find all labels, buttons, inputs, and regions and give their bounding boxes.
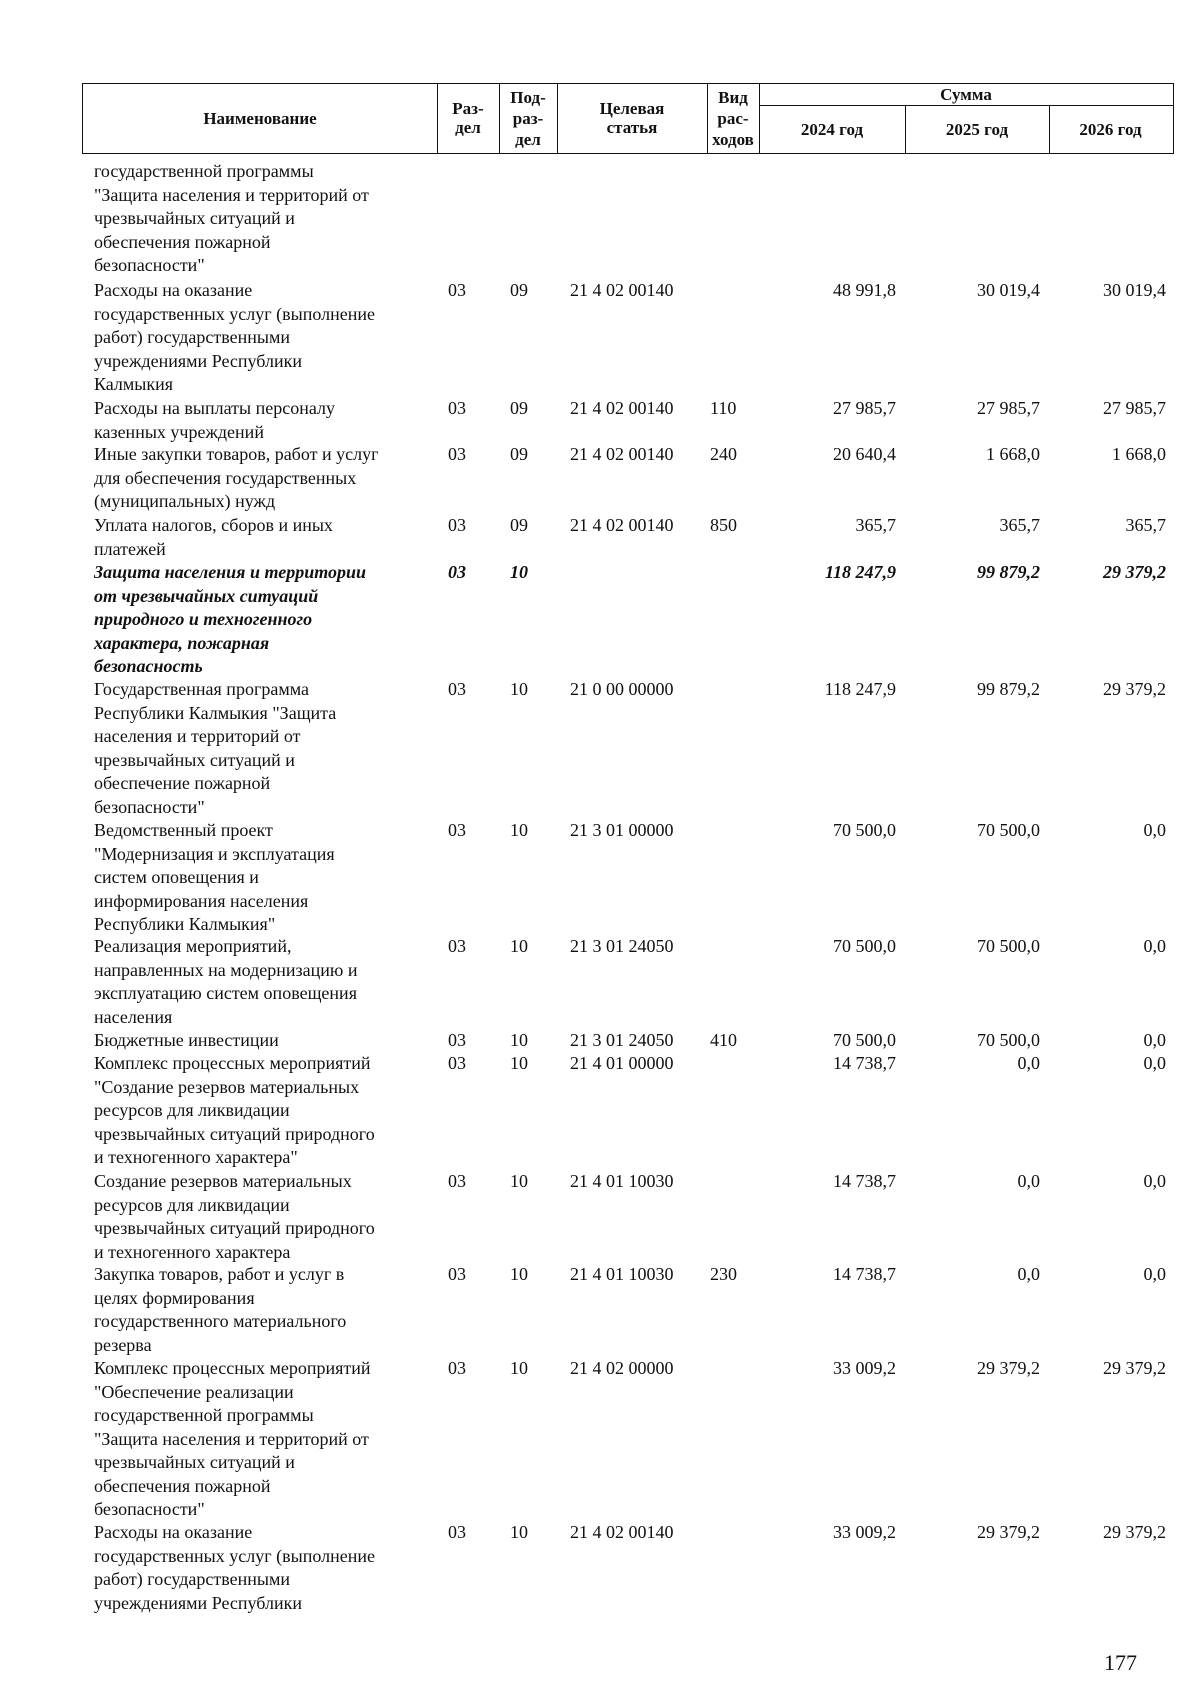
row-name-line: чрезвычайных ситуаций природного bbox=[94, 1218, 375, 1238]
row-name-line: и техногенного характера" bbox=[94, 1147, 298, 1167]
row-amount-2024: 70 500,0 bbox=[833, 936, 896, 956]
row-name-line: направленных на модернизацию и bbox=[94, 959, 358, 980]
header-tselevaya-line: Целевая bbox=[599, 99, 665, 118]
row-razdel: 03 bbox=[448, 398, 466, 418]
row-podrazdel: 10 bbox=[510, 679, 528, 699]
header-podrazdel-line: раз- bbox=[512, 108, 544, 128]
row-amount-2024: 70 500,0 bbox=[833, 820, 896, 840]
row-vid: 240 bbox=[710, 444, 737, 464]
row-amount-2024: 27 985,7 bbox=[833, 398, 896, 418]
header-podrazdel-line: Под- bbox=[510, 87, 546, 107]
row-amount-2026: 29 379,2 bbox=[1103, 1522, 1166, 1542]
row-podrazdel: 10 bbox=[510, 820, 528, 840]
row-amount-2025: 29 379,2 bbox=[977, 1358, 1040, 1378]
row-name-line: учреждениями Республики bbox=[94, 350, 302, 371]
row-podrazdel: 10 bbox=[510, 1264, 528, 1284]
row-target: 21 3 01 24050 bbox=[570, 936, 674, 956]
row-name-line: учреждениями Республики bbox=[94, 1592, 302, 1613]
row-name-line: безопасность bbox=[94, 656, 203, 676]
row-name-line: "Защита населения и территорий от bbox=[94, 1428, 369, 1449]
row-name-line: Комплекс процессных мероприятий bbox=[94, 1053, 371, 1073]
header-year-label: 2024 год bbox=[800, 120, 864, 139]
row-name-line: безопасности" bbox=[94, 255, 205, 275]
row-amount-2024: 14 738,7 bbox=[833, 1171, 896, 1191]
header-razdel-line: Раз- bbox=[452, 99, 484, 118]
row-amount-2024: 14 738,7 bbox=[833, 1053, 896, 1073]
row-name-line: Республики Калмыкия "Защита bbox=[94, 702, 337, 723]
row-podrazdel: 10 bbox=[510, 1358, 528, 1378]
row-name-line: характера, пожарная bbox=[94, 632, 270, 653]
row-name-line: Защита населения и территории bbox=[94, 562, 367, 582]
row-amount-2025: 30 019,4 bbox=[977, 280, 1040, 300]
row-target: 21 4 02 00140 bbox=[570, 1522, 674, 1542]
row-name-line: Уплата налогов, сборов и иных bbox=[94, 515, 333, 535]
row-amount-2024: 14 738,7 bbox=[833, 1264, 896, 1284]
row-amount-2026: 0,0 bbox=[1143, 936, 1166, 956]
row-amount-2025: 99 879,2 bbox=[977, 562, 1040, 582]
row-name bbox=[94, 514, 424, 561]
row-name-line: чрезвычайных ситуаций и bbox=[94, 208, 295, 228]
header-vid-line: Вид bbox=[718, 87, 748, 107]
row-name bbox=[94, 160, 424, 278]
row-name-line: (муниципальных) нужд bbox=[94, 491, 276, 511]
header-summa bbox=[759, 84, 1173, 105]
row-podrazdel: 09 bbox=[510, 280, 528, 300]
row-target: 21 4 02 00140 bbox=[570, 444, 674, 464]
row-name-line: Калмыкия bbox=[94, 374, 174, 394]
row-name-line: целях формирования bbox=[94, 1287, 255, 1308]
row-name bbox=[94, 678, 424, 819]
header-year-label: 2025 год bbox=[945, 120, 1009, 139]
row-razdel: 03 bbox=[448, 820, 466, 840]
row-target: 21 3 01 24050 bbox=[570, 1030, 674, 1050]
row-name-line: для обеспечения государственных bbox=[94, 467, 357, 488]
header-summa-label: Сумма bbox=[940, 85, 992, 104]
row-amount-2026: 0,0 bbox=[1143, 1053, 1166, 1073]
header-year-label: 2026 год bbox=[1079, 120, 1142, 139]
row-name-line: государственных услуг (выполнение bbox=[94, 1545, 375, 1566]
row-name-line: резерва bbox=[94, 1334, 152, 1355]
row-razdel: 03 bbox=[448, 1522, 466, 1542]
row-name-line: чрезвычайных ситуаций и bbox=[94, 1452, 295, 1472]
row-amount-2026: 29 379,2 bbox=[1103, 679, 1166, 699]
row-razdel: 03 bbox=[448, 515, 466, 535]
row-name-line: казенных учреждений bbox=[94, 421, 264, 442]
row-razdel: 03 bbox=[448, 679, 466, 699]
row-name bbox=[94, 1357, 424, 1522]
row-target: 21 4 02 00000 bbox=[570, 1358, 674, 1378]
row-name-line: обеспечения пожарной bbox=[94, 231, 271, 252]
row-vid: 110 bbox=[710, 398, 737, 418]
row-name-line: "Защита населения и территорий от bbox=[94, 184, 369, 205]
row-name-line: государственной программы bbox=[94, 1405, 314, 1425]
row-name-line: государственных услуг (выполнение bbox=[94, 303, 375, 324]
row-name bbox=[94, 819, 424, 937]
row-razdel: 03 bbox=[448, 1053, 466, 1073]
row-razdel: 03 bbox=[448, 280, 466, 300]
row-amount-2025: 99 879,2 bbox=[977, 679, 1040, 699]
row-amount-2025: 0,0 bbox=[1017, 1171, 1040, 1191]
row-name bbox=[94, 935, 424, 1029]
row-name-line: работ) государственными bbox=[94, 1569, 291, 1589]
row-podrazdel: 09 bbox=[510, 515, 528, 535]
row-name-line: работ) государственными bbox=[94, 327, 291, 347]
row-name bbox=[94, 443, 424, 514]
header-year-2026 bbox=[1049, 107, 1172, 152]
row-name bbox=[94, 279, 424, 397]
row-name-line: и техногенного характера bbox=[94, 1241, 291, 1262]
row-amount-2025: 70 500,0 bbox=[977, 936, 1040, 956]
row-amount-2025: 0,0 bbox=[1017, 1053, 1040, 1073]
row-target: 21 4 01 10030 bbox=[570, 1171, 674, 1191]
header-razdel-line: дел bbox=[455, 118, 481, 137]
row-podrazdel: 10 bbox=[510, 1053, 528, 1073]
row-name-line: населения bbox=[94, 1006, 173, 1027]
row-vid: 410 bbox=[710, 1030, 737, 1050]
row-razdel: 03 bbox=[448, 1264, 466, 1284]
row-amount-2026: 0,0 bbox=[1143, 1030, 1166, 1050]
row-amount-2026: 0,0 bbox=[1143, 1171, 1166, 1191]
header-vid-line: ходов bbox=[712, 129, 754, 149]
row-razdel: 03 bbox=[448, 444, 466, 464]
row-name-line: безопасности" bbox=[94, 1499, 205, 1519]
row-name-line: обеспечения пожарной bbox=[94, 1475, 271, 1496]
row-amount-2026: 30 019,4 bbox=[1103, 280, 1166, 300]
row-name-line: чрезвычайных ситуаций природного bbox=[94, 1123, 375, 1144]
row-name-line: государственного материального bbox=[94, 1311, 347, 1331]
row-amount-2026: 0,0 bbox=[1143, 820, 1166, 840]
header-year-2025 bbox=[905, 107, 1049, 152]
row-name-line: безопасности" bbox=[94, 796, 205, 817]
header-tselevaya-line: статья bbox=[606, 118, 658, 137]
row-name-line: ресурсов для ликвидации bbox=[94, 1100, 290, 1120]
row-target: 21 4 01 00000 bbox=[570, 1053, 674, 1073]
row-name-line: населения и территорий от bbox=[94, 726, 301, 746]
row-amount-2024: 33 009,2 bbox=[833, 1358, 896, 1378]
row-target: 21 0 00 00000 bbox=[570, 679, 674, 699]
row-amount-2026: 29 379,2 bbox=[1103, 562, 1166, 582]
row-name bbox=[94, 397, 424, 444]
row-name-line: систем оповещения и bbox=[94, 867, 259, 887]
row-name bbox=[94, 1263, 424, 1357]
row-name bbox=[94, 1029, 424, 1053]
row-podrazdel: 09 bbox=[510, 444, 528, 464]
row-amount-2026: 29 379,2 bbox=[1103, 1358, 1166, 1378]
row-podrazdel: 10 bbox=[510, 562, 528, 582]
row-name-line: платежей bbox=[94, 538, 166, 559]
header-tselevaya bbox=[557, 84, 707, 152]
header-razdel bbox=[437, 84, 499, 152]
row-amount-2025: 365,7 bbox=[999, 515, 1040, 535]
row-amount-2025: 29 379,2 bbox=[977, 1522, 1040, 1542]
row-amount-2024: 70 500,0 bbox=[833, 1030, 896, 1050]
row-razdel: 03 bbox=[448, 1030, 466, 1050]
row-razdel: 03 bbox=[448, 562, 466, 582]
row-name-line: Создание резервов материальных bbox=[94, 1171, 352, 1191]
header-vid-line: рас- bbox=[717, 108, 749, 128]
row-podrazdel: 10 bbox=[510, 1171, 528, 1191]
row-razdel: 03 bbox=[448, 1171, 466, 1191]
row-podrazdel: 10 bbox=[510, 1030, 528, 1050]
row-name-line: Иные закупки товаров, работ и услуг bbox=[94, 444, 379, 464]
row-name-line: Расходы на выплаты персоналу bbox=[94, 398, 335, 418]
row-target: 21 4 02 00140 bbox=[570, 515, 674, 535]
row-amount-2026: 27 985,7 bbox=[1103, 398, 1166, 418]
row-name-line: природного и техногенного bbox=[94, 609, 313, 629]
row-name-line: Комплекс процессных мероприятий bbox=[94, 1358, 371, 1378]
row-name-line: эксплуатацию систем оповещения bbox=[94, 983, 357, 1003]
row-target: 21 4 02 00140 bbox=[570, 280, 674, 300]
header-name bbox=[83, 84, 437, 152]
row-amount-2024: 20 640,4 bbox=[833, 444, 896, 464]
row-razdel: 03 bbox=[448, 936, 466, 956]
row-name bbox=[94, 561, 424, 679]
row-name-line: "Обеспечение реализации bbox=[94, 1381, 294, 1402]
header-podrazdel-line: дел bbox=[515, 129, 541, 149]
row-name-line: от чрезвычайных ситуаций bbox=[94, 585, 319, 606]
table-header bbox=[82, 83, 1174, 154]
row-amount-2026: 1 668,0 bbox=[1112, 444, 1166, 464]
row-amount-2025: 70 500,0 bbox=[977, 1030, 1040, 1050]
row-name-line: информирования населения bbox=[94, 890, 309, 911]
row-name-line: Расходы на оказание bbox=[94, 1522, 253, 1542]
row-name bbox=[94, 1521, 424, 1615]
row-amount-2025: 1 668,0 bbox=[986, 444, 1040, 464]
header-vid bbox=[707, 84, 759, 152]
row-podrazdel: 09 bbox=[510, 398, 528, 418]
row-name-line: ресурсов для ликвидации bbox=[94, 1194, 290, 1215]
row-name-line: Бюджетные инвестиции bbox=[94, 1030, 279, 1050]
row-amount-2025: 70 500,0 bbox=[977, 820, 1040, 840]
row-name-line: чрезвычайных ситуаций и bbox=[94, 749, 295, 770]
row-name-line: "Модернизация и эксплуатация bbox=[94, 843, 335, 864]
row-vid: 850 bbox=[710, 515, 737, 535]
row-target: 21 3 01 00000 bbox=[570, 820, 674, 840]
header-year-2024 bbox=[759, 107, 905, 152]
row-amount-2025: 0,0 bbox=[1017, 1264, 1040, 1284]
header-name-label: Наименование bbox=[203, 108, 317, 128]
row-name-line: обеспечение пожарной bbox=[94, 773, 271, 793]
page-number: 177 bbox=[1104, 1650, 1137, 1675]
row-amount-2026: 0,0 bbox=[1143, 1264, 1166, 1284]
row-name-line: Расходы на оказание bbox=[94, 280, 253, 300]
row-podrazdel: 10 bbox=[510, 936, 528, 956]
row-name bbox=[94, 1052, 424, 1170]
row-name-line: Закупка товаров, работ и услуг в bbox=[94, 1264, 345, 1284]
row-target: 21 4 01 10030 bbox=[570, 1264, 674, 1284]
row-amount-2024: 118 247,9 bbox=[824, 679, 896, 699]
row-amount-2024: 365,7 bbox=[855, 515, 896, 535]
row-podrazdel: 10 bbox=[510, 1522, 528, 1542]
row-name-line: государственной программы bbox=[94, 161, 314, 181]
row-name-line: Республики Калмыкия" bbox=[94, 914, 276, 934]
row-target: 21 4 02 00140 bbox=[570, 398, 674, 418]
row-amount-2024: 48 991,8 bbox=[833, 280, 896, 300]
row-name-line: Реализация мероприятий, bbox=[94, 936, 292, 956]
row-razdel: 03 bbox=[448, 1358, 466, 1378]
row-amount-2025: 27 985,7 bbox=[977, 398, 1040, 418]
row-name-line: "Создание резервов материальных bbox=[94, 1076, 360, 1097]
row-name bbox=[94, 1170, 424, 1264]
row-vid: 230 bbox=[710, 1264, 737, 1284]
row-name-line: Государственная программа bbox=[94, 679, 309, 699]
row-amount-2024: 118 247,9 bbox=[824, 562, 896, 582]
row-amount-2026: 365,7 bbox=[1125, 515, 1166, 535]
row-name-line: Ведомственный проект bbox=[94, 820, 273, 840]
row-amount-2024: 33 009,2 bbox=[833, 1522, 896, 1542]
header-podrazdel bbox=[499, 84, 557, 152]
